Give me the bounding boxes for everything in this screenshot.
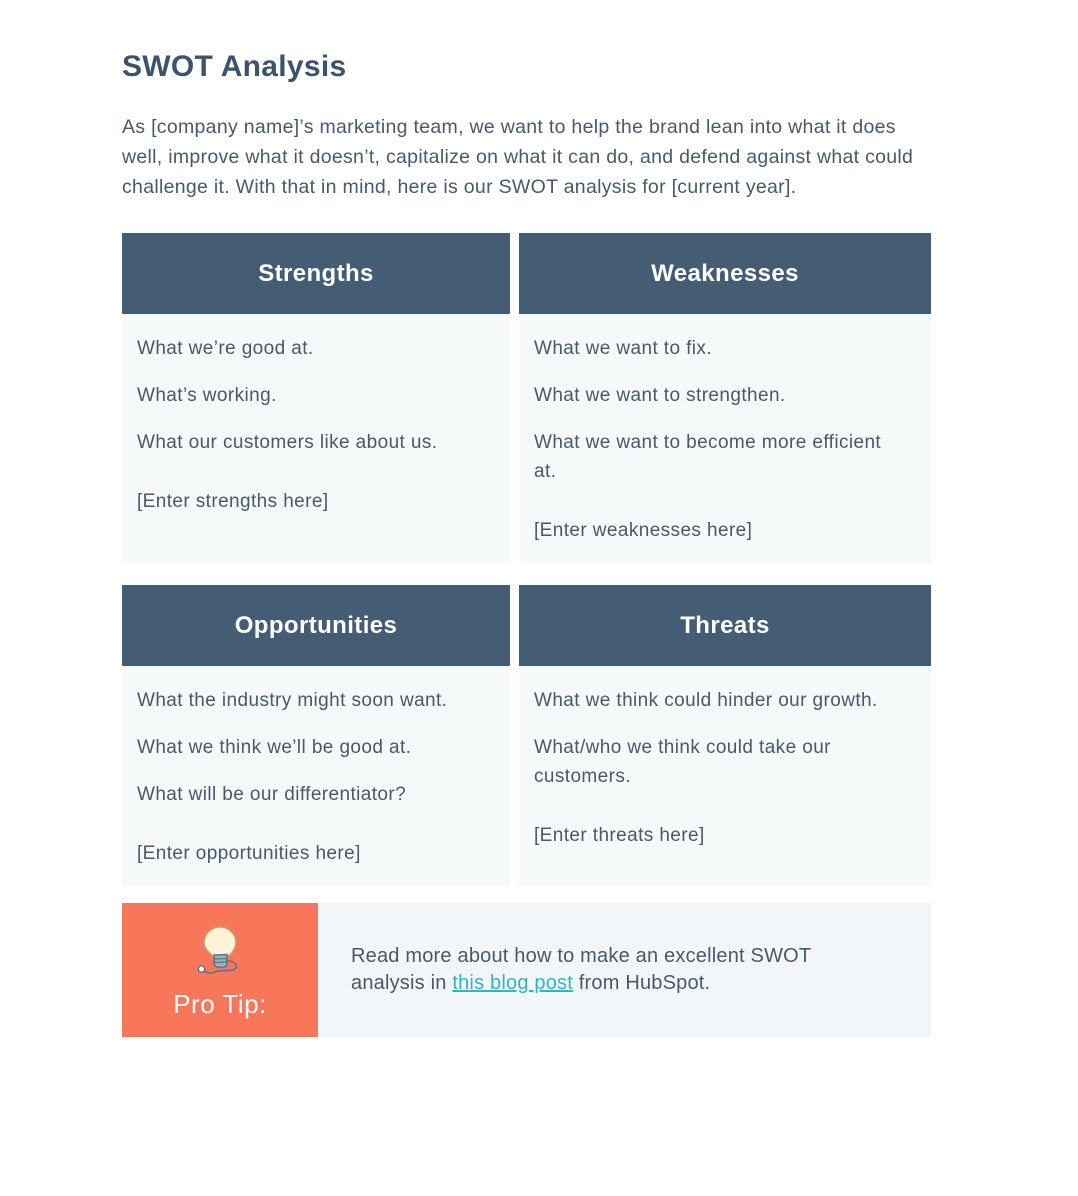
pro-tip-box [122,903,318,1037]
weaknesses-placeholder: [Enter weaknesses here] [534,520,753,541]
strengths-quadrant [122,233,510,563]
weaknesses-quadrant [519,233,931,563]
pro-tip-text [351,943,871,997]
swot-grid [122,233,934,886]
lightbulb-icon [191,921,249,983]
weaknesses-item: What we want to strengthen. [534,385,786,406]
strengths-header [122,233,510,314]
weaknesses-body [519,314,931,563]
document [122,50,934,1037]
threats-quadrant [519,585,931,886]
strengths-body [122,314,510,563]
page-title: SWOT Analysis [122,50,347,83]
weaknesses-header [519,233,931,314]
opportunities-title: Opportunities [234,611,398,639]
weaknesses-title: Weaknesses [651,259,799,287]
pro-tip-label: Pro Tip: [173,988,267,1019]
pro-tip-text-before: Read more about how to make an excellent SWOT analysis in [351,945,811,994]
threats-item: What/who we think could take our customers. [534,737,831,787]
intro-paragraph: As [company name]’s marketing team, we want to help the brand lean into what it does well, improve what it doesn’t, capitalize on what it can do, and defend against what could challenge it. With that in mind, here is our SWOT analysis for [current year]. [122,116,914,198]
weaknesses-item: What we want to fix. [534,338,713,359]
threats-item: What we think could hinder our growth. [534,690,878,711]
opportunities-item: What will be our differentiator? [137,784,407,805]
strengths-title: Strengths [258,259,374,287]
strengths-item: What our customers like about us. [137,432,438,453]
threats-title: Threats [680,611,770,639]
threats-body [519,666,931,886]
strengths-item: What we’re good at. [137,338,314,359]
strengths-placeholder: [Enter strengths here] [137,491,329,512]
threats-placeholder: [Enter threats here] [534,825,705,846]
threats-header [519,585,931,666]
opportunities-quadrant [122,585,510,886]
opportunities-placeholder: [Enter opportunities here] [137,843,361,864]
pro-tip-section [122,903,931,1037]
opportunities-body [122,666,510,886]
pro-tip-text-after: from HubSpot. [573,972,711,994]
opportunities-item: What we think we’ll be good at. [137,737,412,758]
blog-post-link[interactable]: this blog post [452,972,573,994]
strengths-item: What’s working. [137,385,277,406]
weaknesses-item: What we want to become more efficient at. [534,432,882,482]
opportunities-item: What the industry might soon want. [137,690,448,711]
opportunities-header [122,585,510,666]
pro-tip-content [318,903,931,1037]
